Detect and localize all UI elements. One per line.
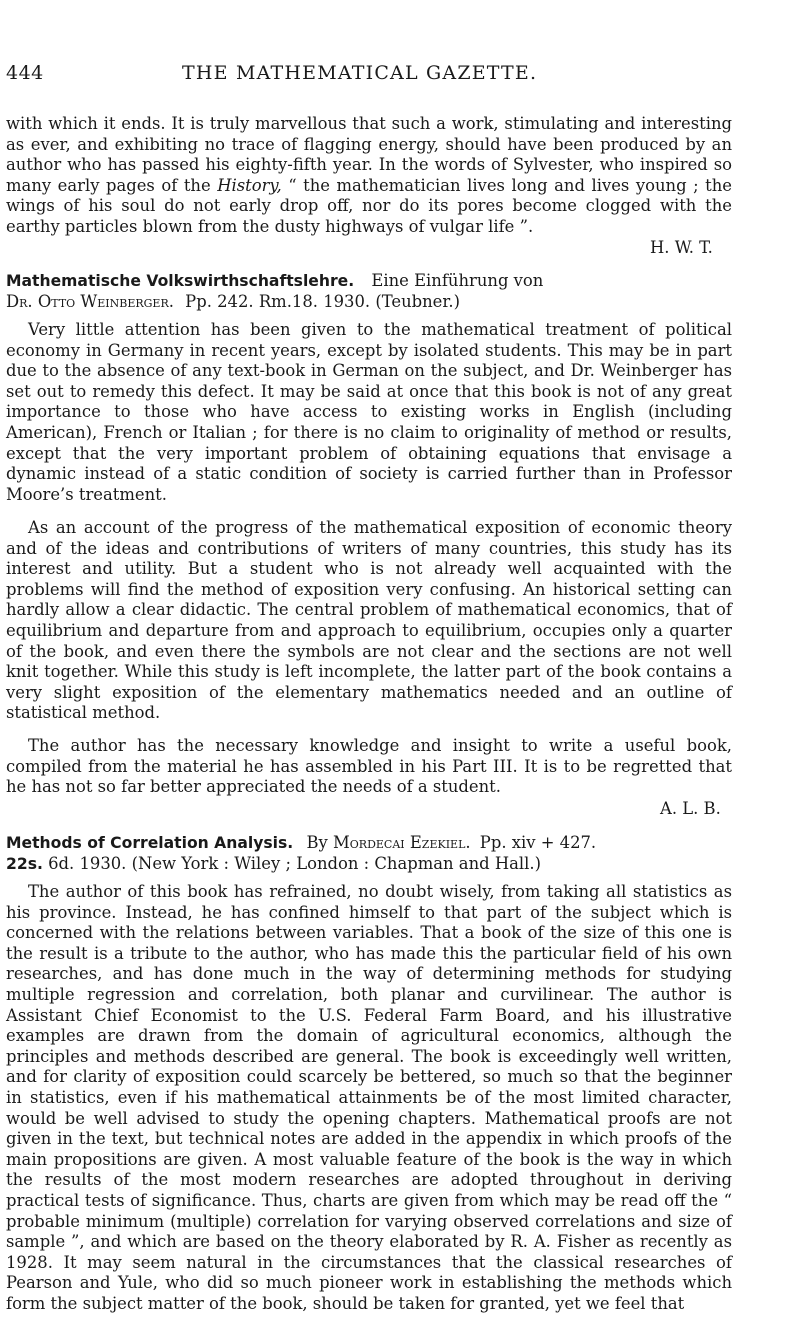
review2-author: Mordecai Ezekiel. [332,833,471,852]
signature-hwt: H. W. T. [650,238,713,257]
page-header [6,62,786,92]
review2-pub-info-2: 6d. 1930. (New York : Wiley ; London : Chapman and Hall.) [48,854,541,873]
review2-pub-info-1: Pp. xiv + 427. [479,833,597,852]
review1-title: Mathematische Volkswirthschaftslehre. [6,272,355,290]
review2-heading-line2 [6,854,732,875]
continued-text-italic: History, [217,175,282,195]
running-title: THE MATHEMATICAL GAZETTE. [182,62,538,84]
review2-heading-line1 [6,833,732,854]
review1-author: Dr. Otto Weinberger. [6,292,174,311]
continued-text-part-b: “ the mathematician lives long and lives young ; the wings of his soul do not early drop off, nor do its pores become clogged with the earthy particles blown from the dusty highways of vulgar life ”. [6,175,732,236]
review1-paragraph-3: The author has the necessary knowledge and insight to write a useful book, compiled from the material he has assembled in his Part III. It is to be regretted that he has not so far better appreciated the needs of a student. [6,736,732,797]
review1-heading-line2 [6,292,732,313]
review2-by: By [306,833,328,852]
continued-review-text [6,114,732,238]
continued-text-part-a: with which it ends. It is truly marvellous that such a work, stimulating and interesting as ever, and exhibiting no trace of flagging energy, should have been produced by an author who has passed his eighty-fifth year. In the words of Sylvester, who inspired so many early pages of the [6,114,732,195]
review1-intro: Eine Einführung von [371,271,544,290]
signature-alb: A. L. B. [660,799,721,818]
review1-heading-line1 [6,271,732,292]
review2-paragraph: The author of this book has refrained, no doubt wisely, from taking all statistics as his province. Instead, he has confined himself to that part of the subject which is concerned with the relations between variables. That a book of the size of this one is the result is a tribute to the author, who has made this the particular field of his own researches, and has done much in the way of determining methods for studying multiple regression and correlation, both planar and curvilinear. The author is Assistant Chief Economist to the U.S. Federal Farm Board, and his illustrative examples are drawn from the domain of agricultural economics, although the principles and methods described are general. The book is exceedingly well written, and for clarity of exposition could scarcely be bettered, so much so that the beginner in statistics, even if his mathematical attainments be of the most limited character, would be well advised to study the opening chapters. Mathematical proofs are not given in the text, but technical notes are added in the appendix in which proofs of the main propositions are given. A most valuable feature of the book is the way in which the results of the most modern researches are adopted throughout in deriving practical tests of significance. Thus, charts are given from which may be read off the “ probable minimum (multiple) correlation for varying observed correlations and size of sample ”, and which are based on the theory elaborated by R. A. Fisher as recently as 1928. It may seem natural in the circumstances that the classical researches of Pearson and Yule, who did so much pioneer work in establishing the methods which form the subject matter of the book, should be taken for granted, yet we feel that [6,882,732,1313]
review1-paragraph-1: Very little attention has been given to the mathematical treatment of political economy in Germany in recent years, except by isolated students. This may be in part due to the absence of any text-book in German on the subject, and Dr. Weinberger has set out to remedy this defect. It may be said at once that this book is not of any great importance to those who have access to existing works in English (including American), French or Italian ; for there is no claim to originality of method or results, except that the very important problem of obtaining equations that envisage a dynamic instead of a static condition of society is carried further than in Professor Moore’s treatment. [6,320,732,504]
page-number: 444 [6,62,44,84]
review2-title: Methods of Correlation Analysis. [6,834,294,852]
review1-paragraph-2: As an account of the progress of the mathematical exposition of economic theory and of the ideas and contributions of writers of many countries, this study has its interest and utility. But a student who is not already well acquainted with the problems will find the method of exposition very confusing. An historical setting can hardly allow a clear didactic. The central problem of mathematical economics, that of equilibrium and departure from and approach to equilibrium, occupies only a quarter of the book, and even there the symbols are not clear and the sections are not well knit together. While this study is left incomplete, the latter part of the book contains a very slight exposition of the elementary mathematics needed and an outline of statistical method. [6,518,732,723]
review1-pub-info: Pp. 242. Rm.18. 1930. (Teubner.) [185,292,461,311]
review2-price: 22s. [6,855,43,873]
